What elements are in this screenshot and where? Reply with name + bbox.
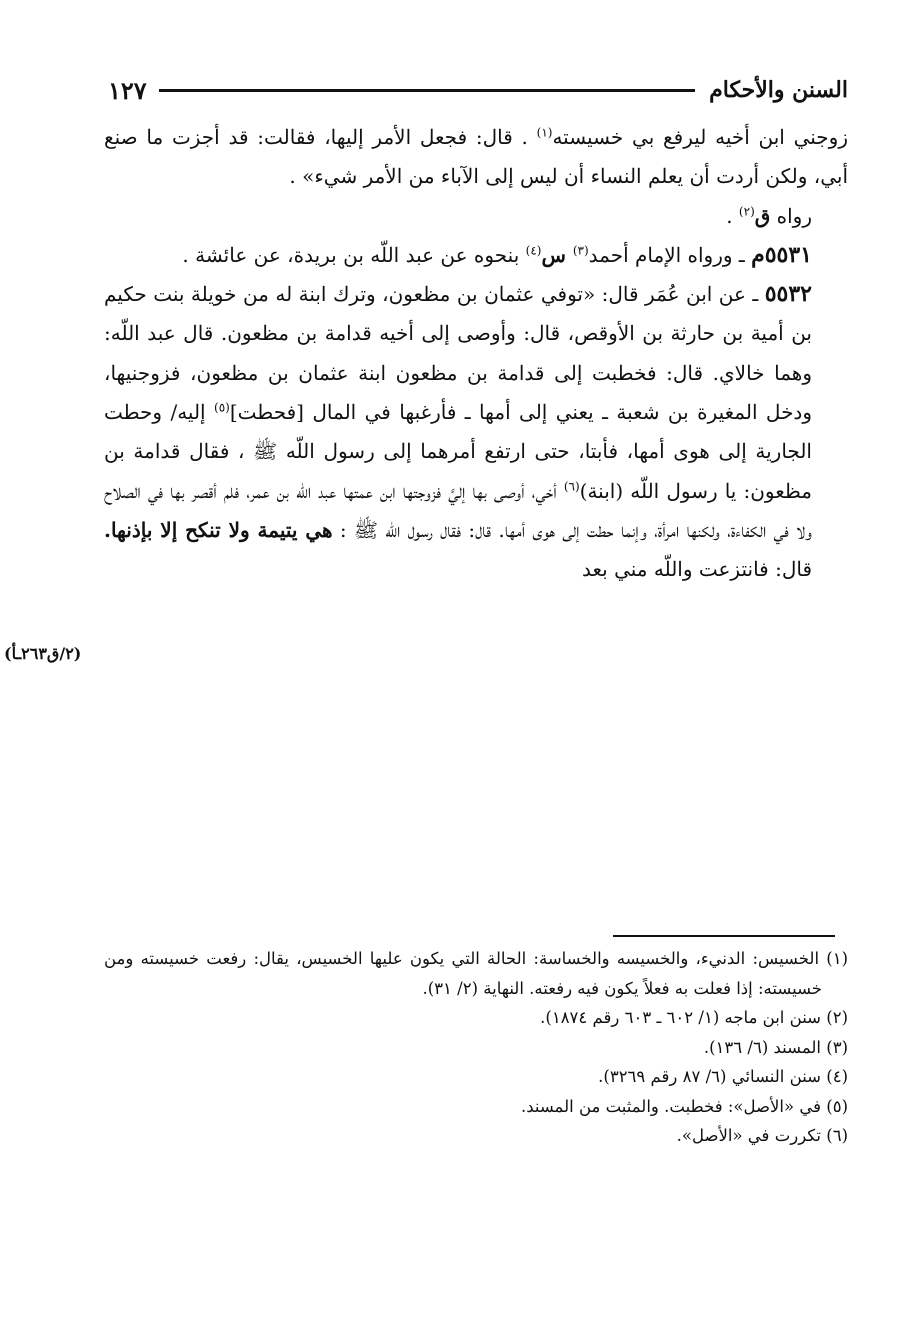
- source-symbol: س: [541, 242, 573, 267]
- running-header: [108, 68, 848, 112]
- footnote-ref-2: (٢): [738, 203, 755, 218]
- source-symbol: ق: [754, 203, 771, 228]
- text-run: ـ عن ابن عُمَر قال: «توفي عثمان بن مظعون، وترك ابنة له من خويلة بنت حكيم بن أمية بن حارثة بن الأوقص، قال: وأوصى إلى أخيه قدامة بن مظعون. قال عبد اللّه: وهما خالاي. قال: فخطبت إلى قدامة بن مظعون ابنة عثمان بن مظعون، فزوجنيها، ودخل المغيرة بن شعبة ـ يعني إلى أمها ـ فأرغبها في المال [فحطت]: [104, 282, 812, 425]
- paragraph-source: [104, 197, 848, 236]
- footnote-ref-3: (٣): [572, 243, 589, 258]
- footnote-ref-4: (٤): [525, 243, 542, 258]
- footnote-4: (٤) سنن النسائي (٦/ ٨٧ رقم ٣٢٦٩).: [598, 1067, 848, 1086]
- text-run: أخي، أوصى بها إليَّ فزوجتها ابن عمتها عبد اللّه بن عمر، فلم أقصر بها في الصلاح ولا في الكفاءة، ولكنها امرأة، وإنما حطت إلى هوى أمها. قال: فقال رسول اللّه ﷺ :: [104, 478, 812, 542]
- main-text: [104, 118, 848, 904]
- header-rule: [159, 89, 695, 92]
- footnote-ref-6: (٦): [563, 479, 580, 494]
- manuscript-folio-note: (٢/ق٢٦٣ـأ): [4, 644, 82, 663]
- prophetic-saying: هي يتيمة ولا تنكح إلا بإذنها.: [104, 517, 333, 542]
- hadith-5531m: [104, 236, 848, 275]
- hadith-number: ٥٥٣١م: [751, 241, 812, 268]
- page-number: ١٢٧: [108, 75, 147, 105]
- text-run: . قال: فجعل الأمر إليها، فقالت: قد أجزت ما صنع أبي، ولكن أردت أن يعلم النساء أن ليس إلى الآباء من الأمر شيء» .: [104, 125, 848, 189]
- text-run: ـ ورواه الإمام أحمد: [588, 242, 752, 267]
- text-run: .: [726, 203, 739, 228]
- text-run: زوجني ابن أخيه ليرفع بي خسيسته: [552, 125, 848, 149]
- text-run: قال: فانتزعت واللّه مني بعد: [582, 557, 812, 582]
- text-run: رواه: [770, 203, 812, 228]
- footnote-separator: [613, 935, 835, 937]
- paragraph-continuation: [104, 118, 848, 197]
- footnote-ref-5: (٥): [214, 400, 230, 415]
- footnote-5: (٥) في «الأصل»: فخطبت. والمثبت من المسند.: [520, 1096, 848, 1116]
- hadith-5532: [104, 275, 848, 589]
- text-run: إليه/ وحطت الجارية إلى هوى أمها، فأبتا، حتى ارتفع أمرهما إلى رسول اللّه ﷺ ، فقال قدامة بن مظعون: يا رسول اللّه (ابنة): [104, 400, 812, 503]
- footnote-2: (٢) سنن ابن ماجه (١/ ٦٠٢ ـ ٦٠٣ رقم ١٨٧٤).: [540, 1008, 848, 1027]
- footnote-3: (٣) المسند (٦/ ١٣٦).: [703, 1037, 848, 1057]
- hadith-number: ٥٥٣٢: [764, 281, 812, 308]
- footnote-6: (٦) تكررت في «الأصل».: [676, 1126, 848, 1145]
- header-title: السنن والأحكام: [709, 77, 848, 103]
- footnote-ref-1: (١): [536, 125, 553, 140]
- footnote-1: (١) الخسيس: الدنيء، والخسيسه والخساسة: الحالة التي يكون عليها الخسيس، يقال: رفعت خسيسته ومن خسيسته: إذا فعلت به فعلاً يكون فيه رفعته. النهاية (٢/ ٣١).: [104, 949, 848, 998]
- text-run: بنحوه عن عبد اللّه بن بريدة، عن عائشة .: [182, 242, 526, 267]
- footnotes: [104, 944, 848, 1151]
